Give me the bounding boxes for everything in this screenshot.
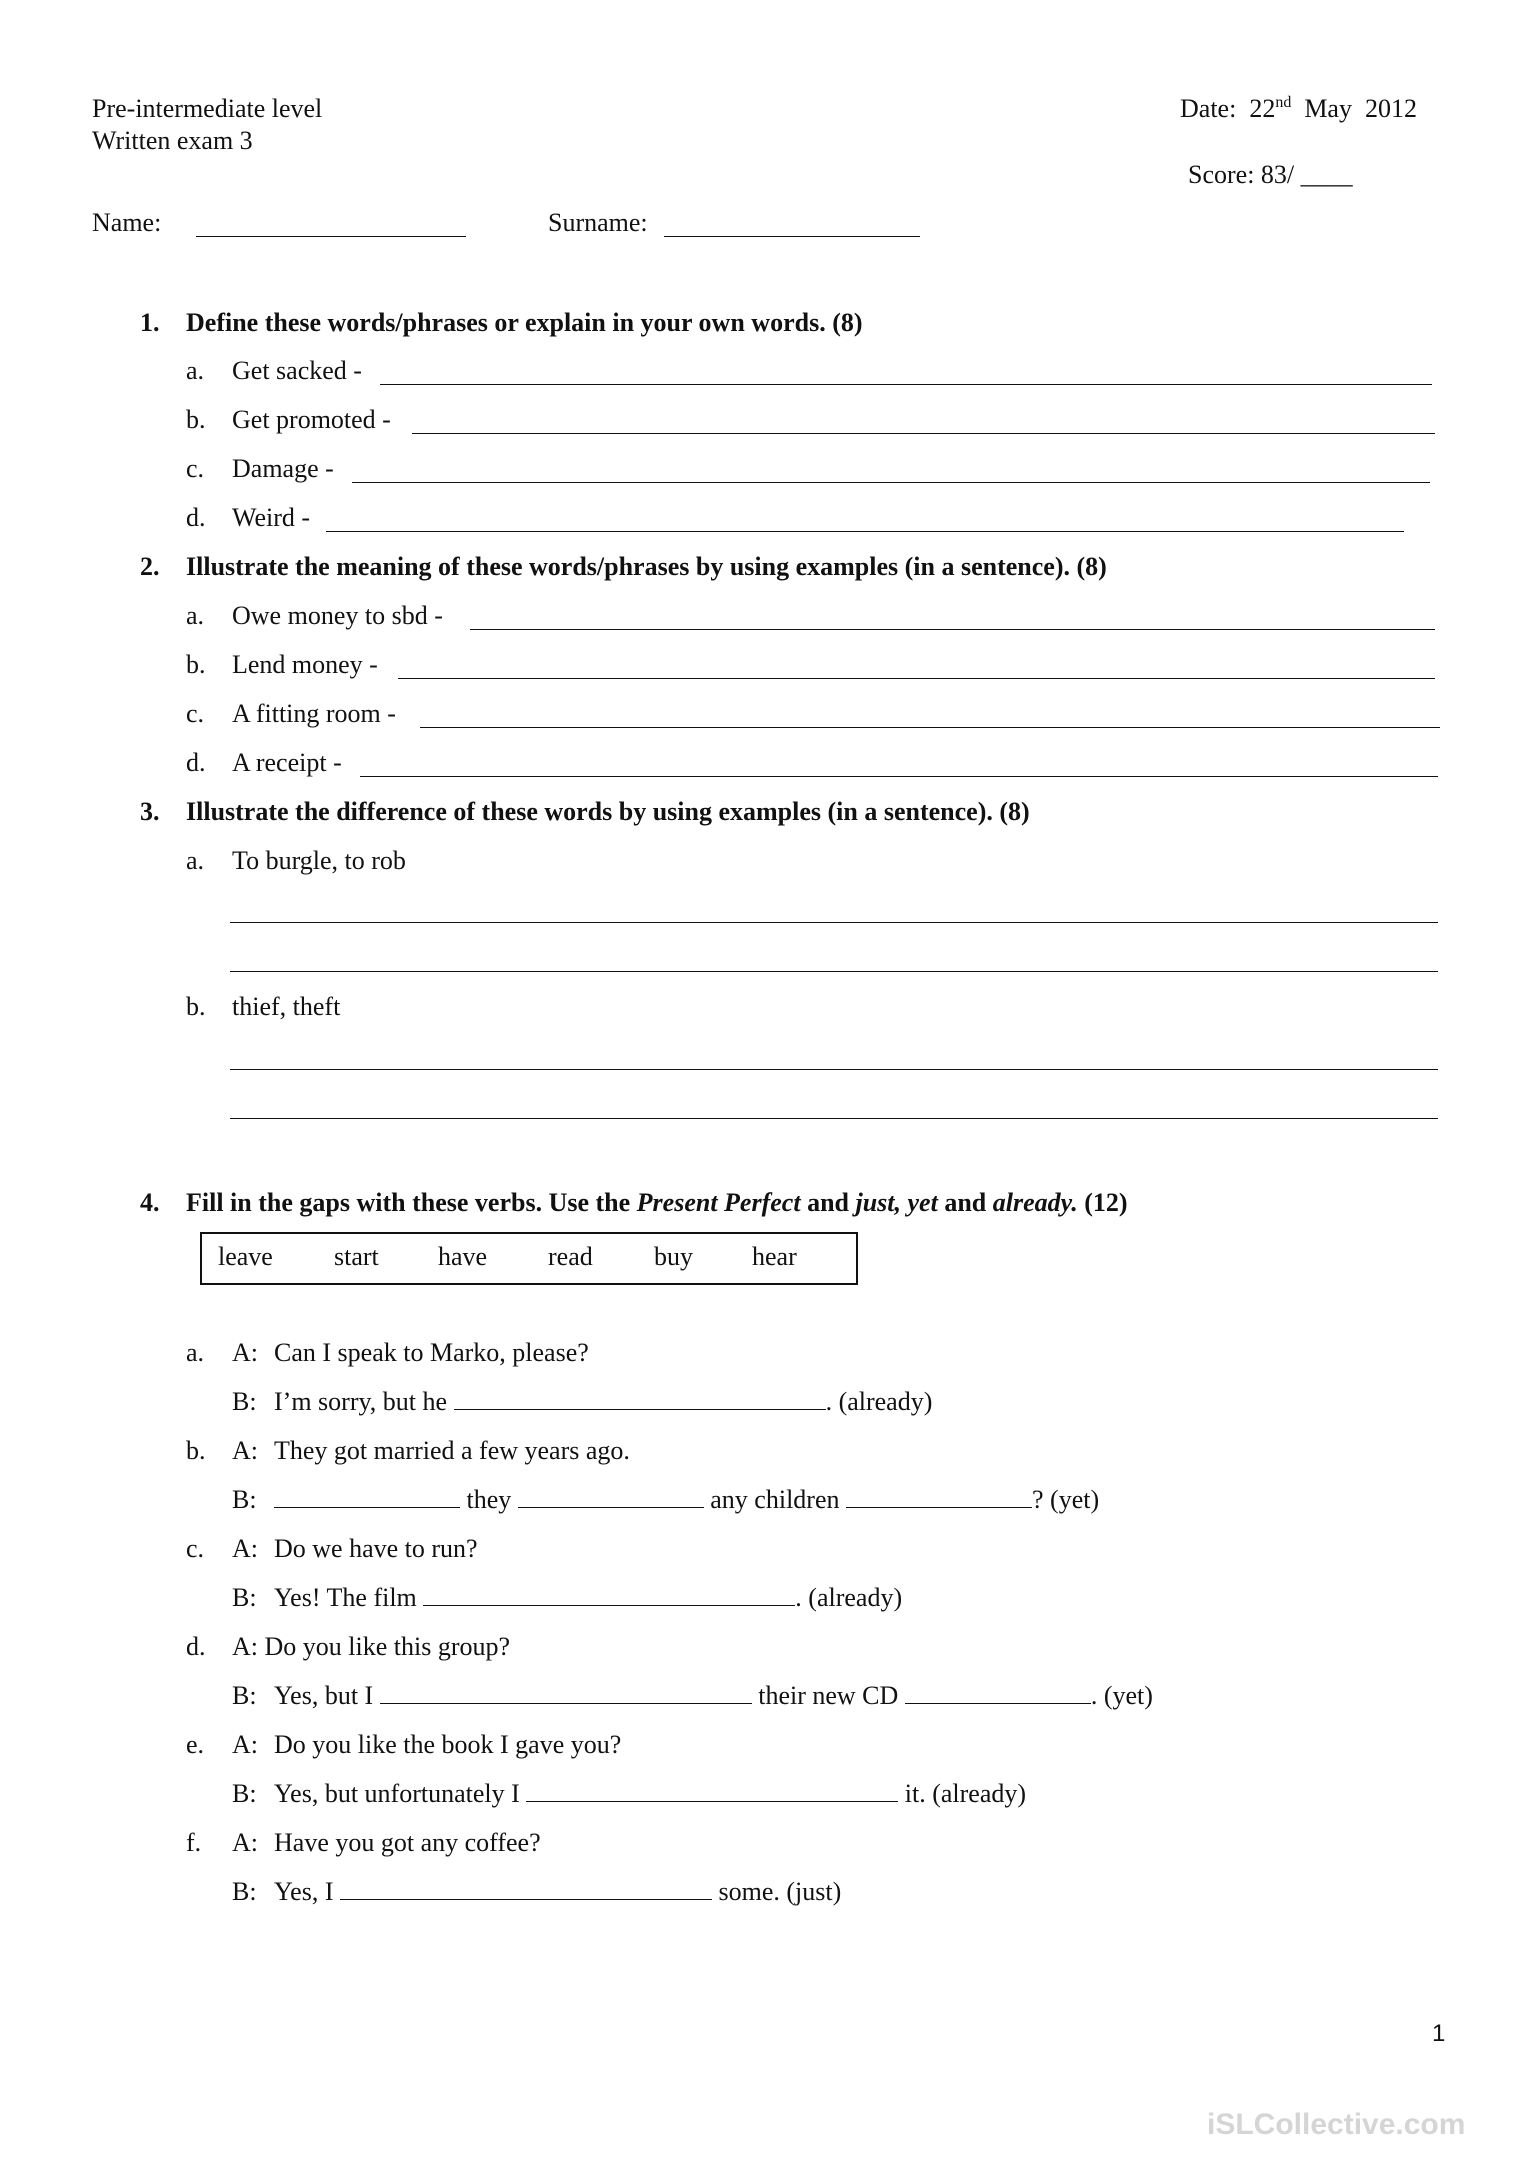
speaker-a-text: Do you like the book I gave you? xyxy=(274,1730,622,1759)
answer-line[interactable] xyxy=(398,678,1435,679)
speaker-a-label: A: xyxy=(232,1828,258,1857)
speaker-a-label: A: xyxy=(232,1534,258,1563)
gap-blank[interactable] xyxy=(526,1800,898,1802)
dialogue-letter: f. xyxy=(186,1828,202,1857)
q1-title: Define these words/phrases or explain in your own words. (8) xyxy=(186,308,863,337)
date-month: May xyxy=(1304,94,1352,123)
surname-label: Surname: xyxy=(548,208,648,237)
verb-item: start xyxy=(334,1242,379,1271)
q1-number: 1. xyxy=(140,308,160,337)
q3-item-letter: a. xyxy=(186,846,205,875)
q2-item-text: Owe money to sbd - xyxy=(232,601,443,630)
speaker-a-label: A: xyxy=(232,1338,258,1367)
q4-number: 4. xyxy=(140,1188,160,1217)
speaker-a-label: A: xyxy=(232,1436,258,1465)
speaker-b-label: B: xyxy=(232,1877,257,1906)
verb-item: buy xyxy=(654,1242,693,1271)
q1-item-letter: d. xyxy=(186,503,206,532)
dialogue-letter: e. xyxy=(186,1730,205,1759)
score xyxy=(1188,162,1353,188)
q3-item-letter: b. xyxy=(186,992,206,1021)
dialogue-letter: d. xyxy=(186,1632,206,1661)
date-label: Date: xyxy=(1180,94,1237,123)
q2-item-text: A receipt - xyxy=(232,748,342,777)
speaker-b-label: B: xyxy=(232,1779,257,1808)
speaker-a-text: Can I speak to Marko, please? xyxy=(274,1338,589,1367)
watermark: iSLCollective.com xyxy=(1207,2108,1466,2141)
q2-number: 2. xyxy=(140,552,160,581)
answer-line[interactable] xyxy=(470,629,1435,630)
speaker-b-label: B: xyxy=(232,1485,257,1514)
speaker-a-text: A: Do you like this group? xyxy=(232,1632,511,1661)
score-blank: ____ xyxy=(1300,160,1353,189)
q2-item-letter: a. xyxy=(186,601,205,630)
page-number: 1 xyxy=(1432,2020,1446,2047)
gap-blank[interactable] xyxy=(340,1898,712,1900)
q2-item-letter: c. xyxy=(186,699,205,728)
verb-item: have xyxy=(438,1242,488,1271)
q3-title: Illustrate the difference of these words by using examples (in a sentence). (8) xyxy=(186,797,1030,826)
q2-item-text: Lend money - xyxy=(232,650,378,679)
q1-item-letter: c. xyxy=(186,454,205,483)
q3-item-text: thief, theft xyxy=(232,992,341,1021)
speaker-a-text: They got married a few years ago. xyxy=(274,1436,630,1465)
gap-blank[interactable] xyxy=(846,1506,1032,1508)
gap-blank[interactable] xyxy=(274,1506,460,1508)
q1-item-letter: b. xyxy=(186,405,206,434)
score-label: Score: 83/ xyxy=(1188,160,1295,189)
answer-line[interactable] xyxy=(420,727,1440,728)
dialogue-letter: b. xyxy=(186,1436,206,1465)
speaker-b-label: B: xyxy=(232,1583,257,1612)
speaker-b-text: Yes, but unfortunately I it. (already) xyxy=(274,1779,1027,1808)
q2-item-text: A fitting room - xyxy=(232,699,396,728)
gap-blank[interactable] xyxy=(905,1702,1091,1704)
answer-line[interactable] xyxy=(326,531,1404,532)
q4-title: Fill in the gaps with these verbs. Use the Present Perfect and just, yet and already. (12) xyxy=(186,1188,1128,1217)
q1-item-text: Damage - xyxy=(232,454,334,483)
speaker-b-text: they any children ? (yet) xyxy=(274,1487,1099,1513)
answer-line[interactable] xyxy=(230,1069,1438,1070)
speaker-b-label: B: xyxy=(232,1681,257,1710)
answer-line[interactable] xyxy=(380,384,1432,385)
dialogue-letter: c. xyxy=(186,1534,205,1563)
verb-item: hear xyxy=(752,1242,797,1271)
q1-item-text: Get promoted - xyxy=(232,405,391,434)
speaker-b-text: I’m sorry, but he . (already) xyxy=(274,1387,933,1416)
q2-item-letter: b. xyxy=(186,650,206,679)
answer-line[interactable] xyxy=(230,971,1438,972)
answer-line[interactable] xyxy=(412,433,1435,434)
name-field[interactable] xyxy=(196,236,466,237)
speaker-b-label: B: xyxy=(232,1387,257,1416)
answer-line[interactable] xyxy=(230,922,1438,923)
gap-blank[interactable] xyxy=(423,1604,795,1606)
date-suffix: nd xyxy=(1275,94,1292,111)
gap-blank[interactable] xyxy=(380,1702,752,1704)
speaker-a-label: A: xyxy=(232,1730,258,1759)
q1-item-letter: a. xyxy=(186,356,205,385)
speaker-a-text: Do we have to run? xyxy=(274,1534,478,1563)
level-label: Pre-intermediate level xyxy=(92,94,323,123)
answer-line[interactable] xyxy=(230,1118,1438,1119)
answer-line[interactable] xyxy=(360,776,1438,777)
q2-item-letter: d. xyxy=(186,748,206,777)
name-label: Name: xyxy=(92,208,162,237)
dialogue-letter: a. xyxy=(186,1338,205,1367)
q3-number: 3. xyxy=(140,797,160,826)
date-day: 22 xyxy=(1249,94,1276,123)
speaker-b-text: Yes! The film . (already) xyxy=(274,1583,903,1612)
speaker-b-text: Yes, but I their new CD . (yet) xyxy=(274,1681,1153,1710)
q3-item-text: To burgle, to rob xyxy=(232,846,406,875)
verb-box xyxy=(200,1232,858,1285)
exam-date xyxy=(1180,96,1417,122)
speaker-a-text: Have you got any coffee? xyxy=(274,1828,541,1857)
q2-title: Illustrate the meaning of these words/phrases by using examples (in a sentence). (8) xyxy=(186,552,1107,581)
q1-item-text: Weird - xyxy=(232,503,311,532)
date-year: 2012 xyxy=(1364,94,1417,123)
gap-blank[interactable] xyxy=(518,1506,704,1508)
answer-line[interactable] xyxy=(352,482,1430,483)
verb-item: read xyxy=(548,1242,593,1271)
surname-field[interactable] xyxy=(664,236,920,237)
exam-label: Written exam 3 xyxy=(92,126,253,155)
speaker-b-text: Yes, I some. (just) xyxy=(274,1877,842,1906)
verb-item: leave xyxy=(218,1242,273,1271)
gap-blank[interactable] xyxy=(454,1408,826,1410)
q1-item-text: Get sacked - xyxy=(232,356,362,385)
